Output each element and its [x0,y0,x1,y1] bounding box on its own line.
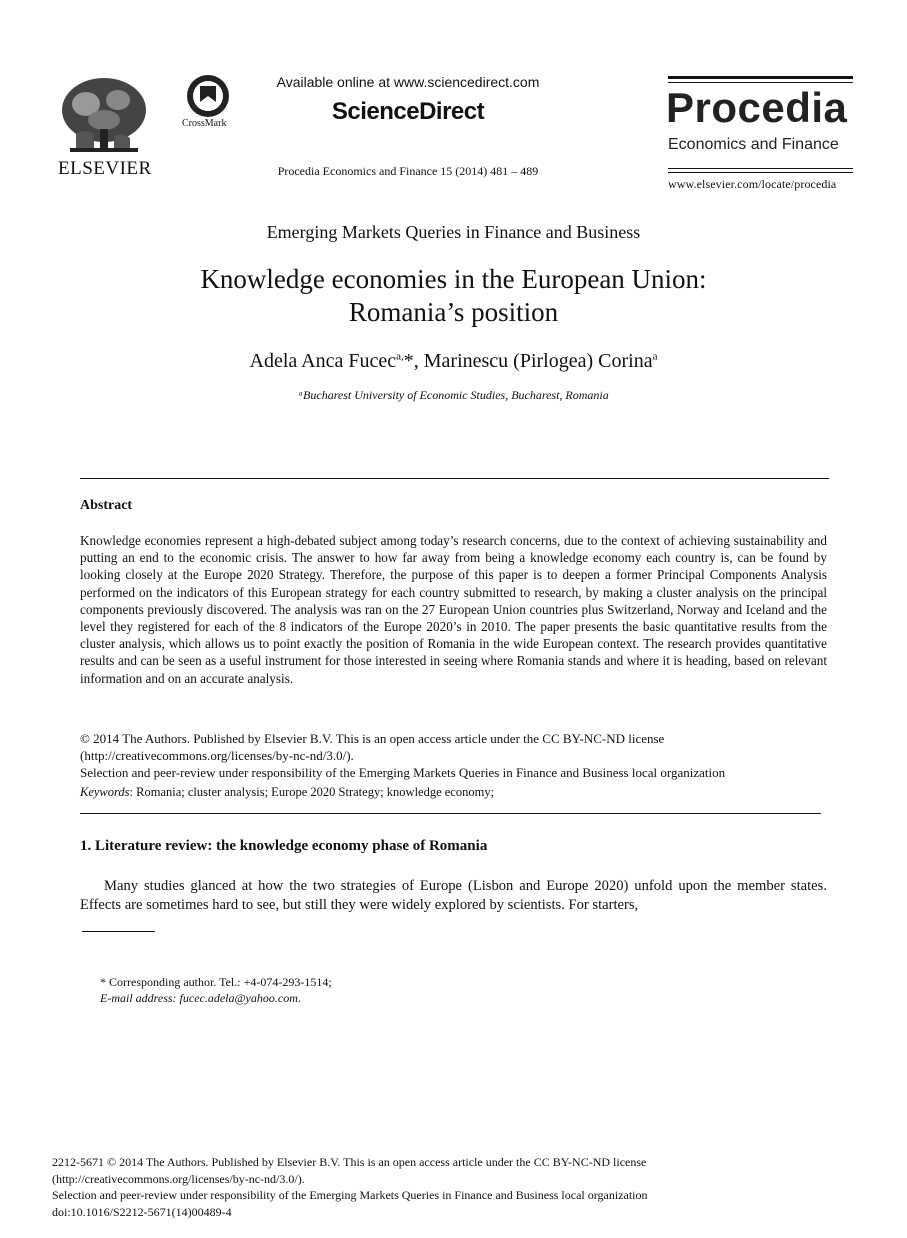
email-line [100,990,332,1006]
license-link[interactable]: (http://creativecommons.org/licenses/by-nc-nd/3.0/). [52,1171,305,1186]
footnote [100,974,332,1006]
article-title-line2: Romania’s position [348,297,559,327]
available-online[interactable]: Available online at www.sciencedirect.com [276,74,540,90]
divider [80,813,821,814]
sciencedirect-logo: ScienceDirect [331,98,485,125]
procedia-logo-subtitle: Economics and Finance [668,136,839,153]
procedia-url[interactable]: www.elsevier.com/locate/procedia [668,177,837,191]
copyright-line: © 2014 The Authors. Published by Elsevier B.V. This is an open access article under the CC BY-NC-ND license [80,731,665,746]
procedia-rule [668,168,853,169]
procedia-rule [668,76,853,79]
keywords-list: : Romania; cluster analysis; Europe 2020 Strategy; knowledge economy; [129,785,495,799]
page-footer [52,1154,812,1220]
license-link[interactable]: (http://creativecommons.org/licenses/by-nc-nd/3.0/). [80,748,354,763]
corresponding-author: * Corresponding author. Tel.: +4-074-293-1514; [100,975,332,989]
peer-review-line: Selection and peer-review under responsibility of the Emerging Markets Queries in Finance and Business local organization [52,1188,648,1202]
author-name: Adela Anca Fucec [249,350,397,372]
affiliation-marker: a, [396,350,404,363]
conference-name: Emerging Markets Queries in Finance and Business [266,222,641,242]
keywords [80,785,840,800]
elsevier-wordmark: ELSEVIER [58,158,152,179]
journal-reference: Procedia Economics and Finance 15 (2014) 481 – 489 [277,164,539,178]
section-paragraph: Many studies glanced at how the two strategies of Europe (Lisbon and Europe 2020) unfold upon the member states. Effects are sometimes hard to see, but still they were widely explored by scientists. For starters, [80,878,827,913]
corresponding-marker: * [403,350,414,372]
abstract-heading: Abstract [80,498,133,513]
procedia-rule [668,82,853,83]
abstract-text: Knowledge economies represent a high-debated subject among today’s research concerns, due to the context of achieving sustainability and putting an end to the economic crisis. The answer to how far away from being a knowledge economy each country is, can be found by looking closely at the Europe 2020 Strategy. Therefore, the purpose of this paper is to deepen a former Principal Components Analysis performed on the indicators of this European strategy for each country submitted to research, by making a cluster analysis on the principal components previously discovered. The analysis was ran on the 27 European Union countries plus Switzerland, Norway and Iceland and the level they registered for each of the 8 indicators of the Europe 2020’s in 2010. The paper presents the basic quantitative results from the cluster analysis, which allows us to point exactly the position of Romania in the wide European context. The research provides quantitative results and can be seen as a useful instrument for those interested in seeing where Romania stands and where it is heading, based on relevant information and on an accurate analysis. [80,533,827,686]
peer-review-line: Selection and peer-review under responsibility of the Emerging Markets Queries in Finance and Business local organization [80,765,726,780]
footnote-rule [82,931,155,932]
affiliation-marker: a [652,350,658,363]
issn-line: 2212-5671 © 2014 The Authors. Published by Elsevier B.V. This is an open access article under the CC BY-NC-ND license [52,1155,647,1169]
article-title-line1: Knowledge economies in the European Union: [200,264,707,294]
doi[interactable]: doi:10.1016/S2212-5671(14)00489-4 [52,1204,232,1219]
procedia-rule [668,172,853,173]
keywords-label: Keywords [80,785,130,799]
crossmark-label: CrossMark [182,118,227,129]
author-list [0,350,907,373]
divider [80,478,829,479]
author-name: , Marinescu (Pirlogea) Corina [413,350,653,372]
email-address[interactable]: E-mail address: fucec.adela@yahoo.com [100,991,298,1005]
copyright-notice [80,730,840,781]
section-heading: 1. Literature review: the knowledge economy phase of Romania [80,838,488,854]
affiliation: ᵃBucharest University of Economic Studies, Bucharest, Romania [298,388,609,402]
procedia-logo-title: Procedia [666,84,848,131]
email-period: . [297,991,301,1005]
